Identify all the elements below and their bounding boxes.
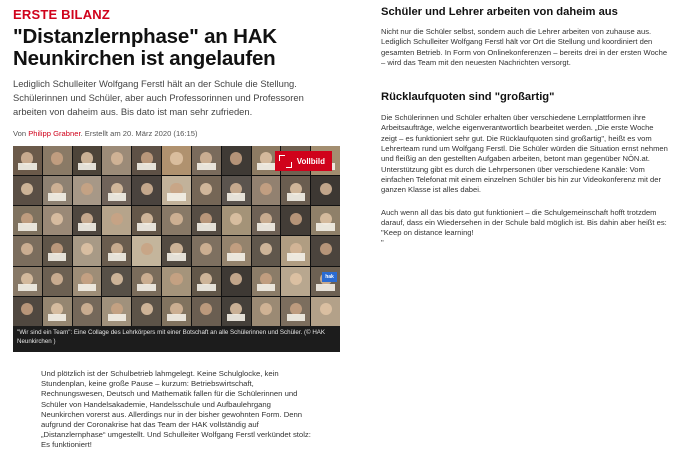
portrait-shape — [260, 303, 272, 315]
byline-date: . Erstellt am 20. März 2020 (16:15) — [80, 128, 198, 138]
section-paragraph: Die Schülerinnen und Schüler erhalten über verschiedene Lernplattformen ihre Arbeitsaufträge, welche eigenverantwortlich bearbeitet werden. „Die erste Woche zeigt – es funktioniert sehr gut. Die Rücklaufquoten sind großartig", heißt es vom Lehrerteam rund um Wolfgang Ferstl. Die Schüler würden die Situation ernst nehmen und fleißig an den gestellten Aufgaben arbeiten, betont man gegenüber NÖN.at. Unterstützung gibt es durch die Lehrpersonen über verschiedene Kanäle: Vom einfachen Telefonat mit einem einzelnen Schüler bis hin zur Videokonferenz mit der ganzen Klasse ist alles dabei. — [381, 113, 668, 195]
message-sign — [316, 223, 334, 231]
portrait-shape — [21, 303, 33, 315]
message-sign — [197, 223, 215, 231]
portrait-shape — [200, 243, 212, 255]
message-sign — [78, 284, 96, 292]
message-sign — [167, 253, 185, 261]
collage-tile — [222, 236, 251, 265]
collage-tile — [281, 267, 310, 296]
collage-tile — [311, 236, 340, 265]
collage-tile — [252, 297, 281, 326]
message-sign — [78, 223, 96, 231]
collage-tile — [281, 206, 310, 235]
collage-tile — [281, 176, 310, 205]
message-sign — [108, 193, 126, 201]
message-sign — [227, 193, 245, 201]
message-sign — [18, 284, 36, 292]
article-byline — [13, 129, 340, 138]
portrait-shape — [170, 152, 182, 164]
message-sign — [137, 284, 155, 292]
portrait-shape — [230, 273, 242, 285]
collage-tile — [252, 176, 281, 205]
collage-tile — [102, 146, 131, 175]
collage-tile — [222, 176, 251, 205]
message-sign — [108, 253, 126, 261]
message-sign — [108, 314, 126, 322]
portrait-shape — [51, 273, 63, 285]
collage-tile — [222, 297, 251, 326]
message-sign — [257, 284, 275, 292]
portrait-shape — [141, 303, 153, 315]
message-sign — [137, 163, 155, 171]
message-sign — [257, 163, 275, 171]
collage-tile — [43, 267, 72, 296]
collage-tile — [162, 206, 191, 235]
collage-tile — [192, 176, 221, 205]
portrait-shape — [260, 183, 272, 195]
message-sign — [48, 253, 66, 261]
portrait-shape — [141, 183, 153, 195]
message-sign — [227, 253, 245, 261]
collage-tile — [311, 176, 340, 205]
section-heading: Rücklaufquoten sind "großartig" — [381, 91, 555, 104]
portrait-shape — [111, 152, 123, 164]
collage-tile — [192, 267, 221, 296]
article-kicker: ERSTE BILANZ — [13, 7, 111, 22]
portrait-shape — [170, 213, 182, 225]
collage-tile — [222, 206, 251, 235]
collage-tile — [162, 236, 191, 265]
article-body-right — [381, 6, 669, 247]
message-sign — [137, 223, 155, 231]
portrait-shape — [141, 243, 153, 255]
collage-tile — [43, 236, 72, 265]
collage-tile — [162, 176, 191, 205]
portrait-shape — [320, 183, 332, 195]
collage-tile — [73, 176, 102, 205]
collage-tile — [311, 206, 340, 235]
collage-tile — [13, 236, 42, 265]
portrait-shape — [200, 183, 212, 195]
portrait-shape — [21, 243, 33, 255]
message-sign — [78, 163, 96, 171]
message-sign — [227, 314, 245, 322]
collage-tile — [252, 236, 281, 265]
portrait-shape — [51, 213, 63, 225]
collage-tile — [281, 236, 310, 265]
collage-tile — [73, 297, 102, 326]
collage-tile — [132, 267, 161, 296]
fullscreen-button[interactable] — [275, 151, 332, 171]
section-paragraph: Auch wenn all das bis dato gut funktioniert – die Schulgemeinschaft hofft trotzdem darauf, dass ein Wiedersehen in der Schule bald möglich ist. Bis dahin aber heißt es: "Keep on distance learning! — [381, 207, 667, 238]
expand-icon — [279, 155, 292, 168]
collage-tile — [13, 267, 42, 296]
message-sign — [316, 284, 334, 292]
section-heading: Schüler und Lehrer arbeiten von daheim aus — [381, 6, 618, 18]
collage-tile — [192, 206, 221, 235]
message-sign — [257, 223, 275, 231]
collage-tile — [132, 206, 161, 235]
collage-tile — [73, 206, 102, 235]
portrait-shape — [51, 152, 63, 164]
message-sign — [18, 223, 36, 231]
collage-tile — [43, 297, 72, 326]
portrait-shape — [230, 213, 242, 225]
collage-tile — [102, 236, 131, 265]
article-headline: "Distanzlernphase" an HAK Neunkirchen ist angelaufen — [13, 25, 277, 70]
portrait-shape — [320, 243, 332, 255]
collage-tile — [281, 297, 310, 326]
collage-tile — [222, 267, 251, 296]
collage-tile — [13, 297, 42, 326]
figure-caption: "Wir sind ein Team": Eine Collage des Lehrkörpers mit einer Botschaft an alle Schülerinnen und Schüler. (© HAK Neunkirchen ) — [17, 329, 326, 345]
section-paragraph: Nicht nur die Schüler selbst, sondern auch die Lehrer arbeiten von zuhause aus. Lediglich Schulleiter Wolfgang Ferstl hält vor Ort die Stellung und koordiniert den gesamten Betrieb. In Form von Onlinekonferenzen – bereits drei in der ersten Woche – wird das Team mit den neuesten Nachrichten versorgt. — [381, 27, 668, 67]
message-sign — [167, 193, 185, 201]
portrait-shape — [81, 243, 93, 255]
portrait-shape — [111, 273, 123, 285]
collage-tile — [311, 297, 340, 326]
collage-tile — [73, 146, 102, 175]
collage-tile — [73, 236, 102, 265]
collage-tile — [162, 297, 191, 326]
message-sign — [197, 163, 215, 171]
collage-tile — [192, 297, 221, 326]
collage-tile — [192, 146, 221, 175]
collage-tile — [132, 176, 161, 205]
collage-tile — [102, 297, 131, 326]
collage-tile — [132, 236, 161, 265]
collage-tile — [162, 146, 191, 175]
article-header — [13, 6, 340, 138]
portrait-shape — [81, 183, 93, 195]
collage-photo[interactable] — [13, 146, 340, 326]
message-sign — [18, 163, 36, 171]
portrait-shape — [21, 183, 33, 195]
collage-tile — [252, 267, 281, 296]
message-sign — [167, 314, 185, 322]
collage-tile — [73, 267, 102, 296]
message-sign — [287, 253, 305, 261]
collage-tile — [192, 236, 221, 265]
collage-tile — [43, 146, 72, 175]
article-lead: Lediglich Schulleiter Wolfgang Ferstl hält an der Schule die Stellung. Schülerinnen und Schüler, aber auch Professorinnen und Professoren arbeiten von daheim aus. Bis dato ist man sehr zufrieden. — [13, 78, 304, 118]
portrait-shape — [170, 273, 182, 285]
message-sign — [197, 284, 215, 292]
collage-tile — [102, 176, 131, 205]
portrait-shape — [111, 213, 123, 225]
byline-prefix: Von — [13, 128, 29, 138]
collage-tile — [162, 267, 191, 296]
collage-tile — [102, 267, 131, 296]
message-sign — [287, 193, 305, 201]
article-figure — [13, 146, 340, 352]
portrait-shape — [200, 303, 212, 315]
portrait-shape — [290, 213, 302, 225]
collage-tile — [132, 146, 161, 175]
collage-tile — [13, 146, 42, 175]
collage-tile — [13, 176, 42, 205]
article-body-left: Und plötzlich ist der Schulbetrieb lahmgelegt. Keine Schulglocke, kein Stundenplan, keine große Pause – kurzum: Betriebswirtschaft, Rechnungswesen, Deutsch und Mathematik fallen für die Schülerinnen und Schüler von Handelsakademie, Handelsschule und Aufbaulehrgang Neunkirchen vorerst aus. Allerdings nur in der bisher gewohnten Form. Denn aufgrund der Coronakrise hat das Team der HAK vollständig auf „Distanzlernphase“ umgestellt. Und Schulleiter Wolfgang Ferstl verkündet stolz: Es funktioniert! — [41, 369, 311, 450]
collage-tile — [222, 146, 251, 175]
portrait-shape — [260, 243, 272, 255]
portrait-shape — [290, 273, 302, 285]
collage-tile — [252, 206, 281, 235]
trailing-quote: " — [381, 238, 384, 248]
portrait-shape — [320, 303, 332, 315]
school-logo: hak — [322, 272, 337, 282]
portrait-shape — [81, 303, 93, 315]
collage-tile — [132, 297, 161, 326]
collage-tile — [43, 206, 72, 235]
portrait-shape — [230, 152, 242, 164]
fullscreen-label: Vollbild — [296, 156, 325, 166]
message-sign — [287, 314, 305, 322]
message-sign — [48, 314, 66, 322]
author-link[interactable]: Philipp Grabner — [28, 128, 81, 138]
message-sign — [48, 193, 66, 201]
collage-tile — [102, 206, 131, 235]
collage-tile — [43, 176, 72, 205]
collage-tile — [13, 206, 42, 235]
